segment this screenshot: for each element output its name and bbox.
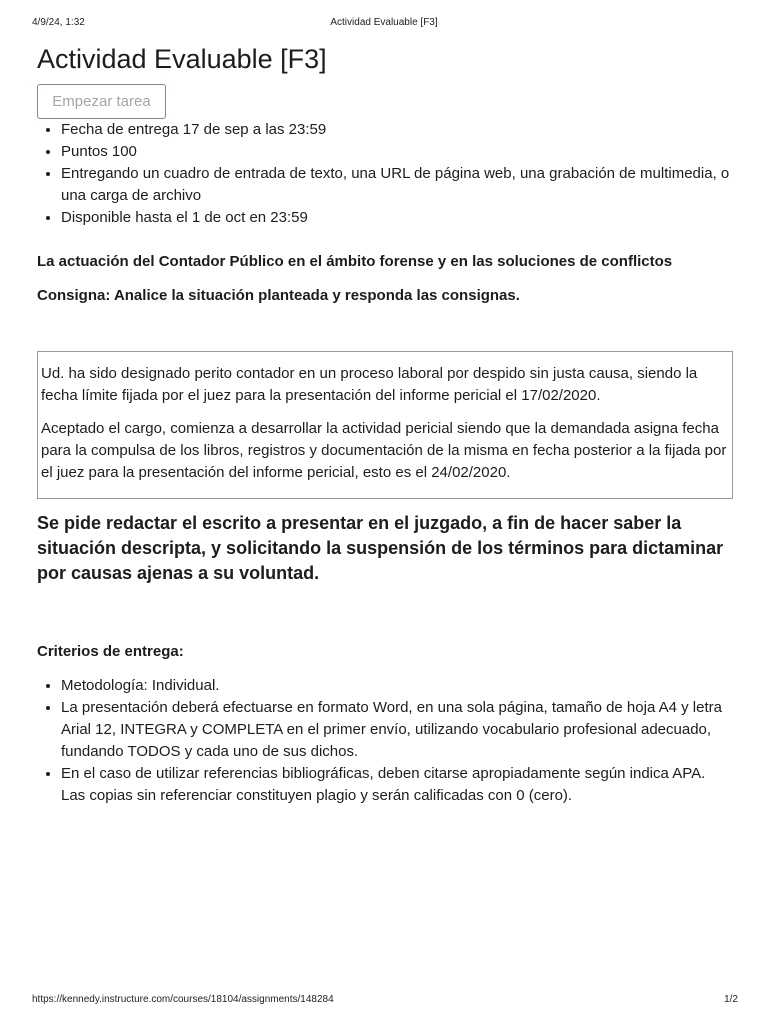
due-date-item: • Fecha de entrega 17 de sep a las 23:59 bbox=[61, 119, 733, 141]
assignment-heading: La actuación del Contador Público en el ámbito forense y en las soluciones de conflictos bbox=[37, 253, 673, 270]
available-until-item: • Disponible hasta el 1 de oct en 23:59 bbox=[61, 207, 733, 229]
page-title: Actividad Evaluable [F3] bbox=[37, 44, 327, 74]
assignment-details-list bbox=[37, 119, 733, 229]
case-paragraph: Ud. ha sido designado perito contador en un proceso laboral por despido sin justa causa, siendo la fecha límite fijada por el juez para la presentación del informe pericial el 17/02/2020. bbox=[41, 365, 698, 404]
assignment-content bbox=[37, 40, 733, 807]
case-description-box bbox=[37, 351, 733, 499]
submission-types-item: • Entregando un cuadro de entrada de texto, una URL de página web, una grabación de multimedia, o una carga de archivo bbox=[61, 163, 733, 207]
consigna-text: Consigna: Analice la situación planteada y responda las consignas. bbox=[37, 287, 520, 304]
page-url: https://kennedy.instructure.com/courses/18104/assignments/148284 bbox=[32, 994, 334, 1005]
criteria-list bbox=[37, 675, 733, 807]
page-number: 1/2 bbox=[724, 994, 738, 1005]
points-item: • Puntos 100 bbox=[61, 141, 733, 163]
task-statement: Se pide redactar el escrito a presentar en el juzgado, a fin de hacer saber la situación descripta, y solicitando la suspensión de los términos para dictaminar por causas ajenas a su voluntad. bbox=[37, 513, 724, 583]
criteria-title: Criterios de entrega: bbox=[37, 643, 184, 660]
start-assignment-button[interactable]: Empezar tarea bbox=[37, 84, 166, 119]
print-date: 4/9/24, 1:32 bbox=[32, 17, 85, 28]
criteria-item: • La presentación deberá efectuarse en formato Word, en una sola página, tamaño de hoja A4 y letra Arial 12, INTEGRA y COMPLETA en el primer envío, utilizando vocabulario profesional adecuado, fundando TODOS y cada uno de sus dichos. bbox=[61, 697, 733, 763]
print-header bbox=[32, 17, 736, 31]
print-title: Actividad Evaluable [F3] bbox=[330, 17, 438, 28]
criteria-item: • Metodología: Individual. bbox=[61, 675, 733, 697]
criteria-item: • En el caso de utilizar referencias bibliográficas, deben citarse apropiadamente según indica APA. Las copias sin referenciar constituyen plagio y serán calificadas con 0 (cero). bbox=[61, 763, 733, 807]
print-footer bbox=[32, 994, 738, 1008]
case-paragraph: Aceptado el cargo, comienza a desarrollar la actividad pericial siendo que la demandada asigna fecha para la compulsa de los libros, registros y documentación de la misma en fecha posterior a la fijada por el juez para la presentación del informe pericial, esto es el 24/02/2020. bbox=[41, 420, 727, 481]
